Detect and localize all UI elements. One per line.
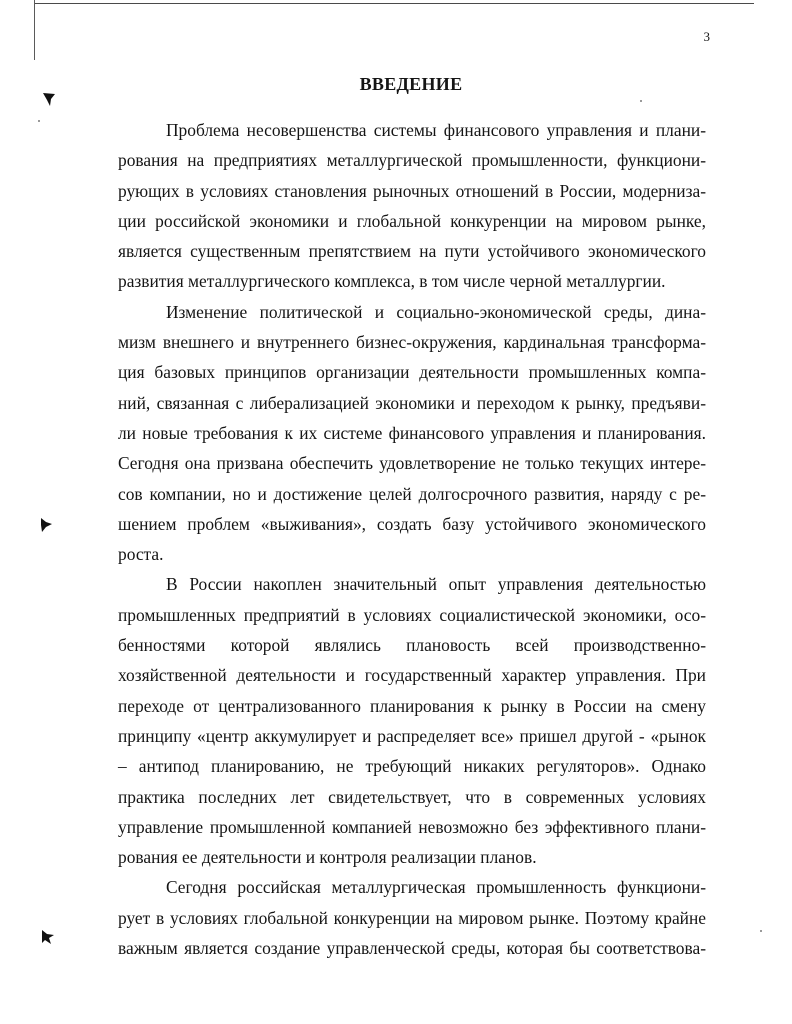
text-line: ция базовых принципов организации деятельности промышленных компа- xyxy=(118,362,706,383)
binder-hole-mark-bottom xyxy=(39,928,57,946)
text-line: рующих в условиях становления рыночных отношений в России, модерниза- xyxy=(118,180,706,201)
text-line: переходе от централизованного планирования к рынку в России на смену xyxy=(118,695,706,716)
text-line: Проблема несовершенства системы финансового управления и плани- xyxy=(166,120,706,140)
text-line: является существенным препятствием на пути устойчивого экономического xyxy=(118,241,706,262)
scan-edge-top xyxy=(34,3,754,4)
page-number: 3 xyxy=(703,29,710,44)
paragraph xyxy=(118,115,706,297)
scan-speck xyxy=(640,100,642,102)
text-line: ний, связанная с либерализацией экономики и переходом к рынку, предъяви- xyxy=(118,392,706,413)
text-line: рования ее деятельности и контроля реализации планов. xyxy=(118,847,537,868)
body-text xyxy=(118,115,706,963)
text-line: сов компании, но и достижение целей долгосрочного развития, наряду с ре- xyxy=(118,483,706,504)
scan-edge-left xyxy=(34,0,35,60)
text-line: В России накоплен значительный опыт управления деятельностью xyxy=(166,574,706,595)
section-title: ВВЕДЕНИЕ xyxy=(359,74,463,94)
text-line: важным является создание управленческой среды, которая бы соответствова- xyxy=(118,938,706,959)
text-line: рования на предприятиях металлургической промышленности, функциони- xyxy=(118,150,706,171)
text-line: Изменение политической и социально-экономической среды, дина- xyxy=(166,301,706,322)
binder-hole-mark-middle xyxy=(37,516,55,534)
paragraph xyxy=(118,872,706,963)
text-line: хозяйственной деятельности и государственный характер управления. При xyxy=(118,665,706,686)
text-line: рует в условиях глобальной конкуренции на мировом рынке. Поэтому крайне xyxy=(118,907,706,928)
paragraph xyxy=(118,569,706,872)
text-line: промышленных предприятий в условиях социалистической экономики, осо- xyxy=(118,604,706,625)
text-line: бенностями которой являлись плановость всей производственно- xyxy=(118,635,706,656)
text-line: ли новые требования к их системе финансового управления и планирования. xyxy=(118,422,706,443)
text-line: Сегодня российская металлургическая промышленность функциони- xyxy=(166,877,706,898)
text-line: шением проблем «выживания», создать базу устойчивого экономического xyxy=(118,513,706,534)
text-line: практика последних лет свидетельствует, что в современных условиях xyxy=(118,786,706,807)
scan-speck xyxy=(38,120,40,122)
scan-speck xyxy=(760,930,762,932)
text-line: роста. xyxy=(118,544,164,565)
text-line: Сегодня она призвана обеспечить удовлетворение не только текущих интере- xyxy=(118,453,706,474)
text-line: ции российской экономики и глобальной конкуренции на мировом рынке, xyxy=(118,210,706,231)
text-line: – антипод планированию, не требующий никаких регуляторов». Однако xyxy=(118,756,706,777)
text-line: управление промышленной компанией невозможно без эффективного плани- xyxy=(118,816,706,837)
text-line: мизм внешнего и внутреннего бизнес-окружения, кардинальная трансформа- xyxy=(118,332,706,353)
text-line: принципу «центр аккумулирует и распределяет все» пришел другой - «рынок xyxy=(118,725,706,746)
paragraph xyxy=(118,297,706,570)
text-line: развития металлургического комплекса, в том числе черной металлургии. xyxy=(118,271,666,292)
